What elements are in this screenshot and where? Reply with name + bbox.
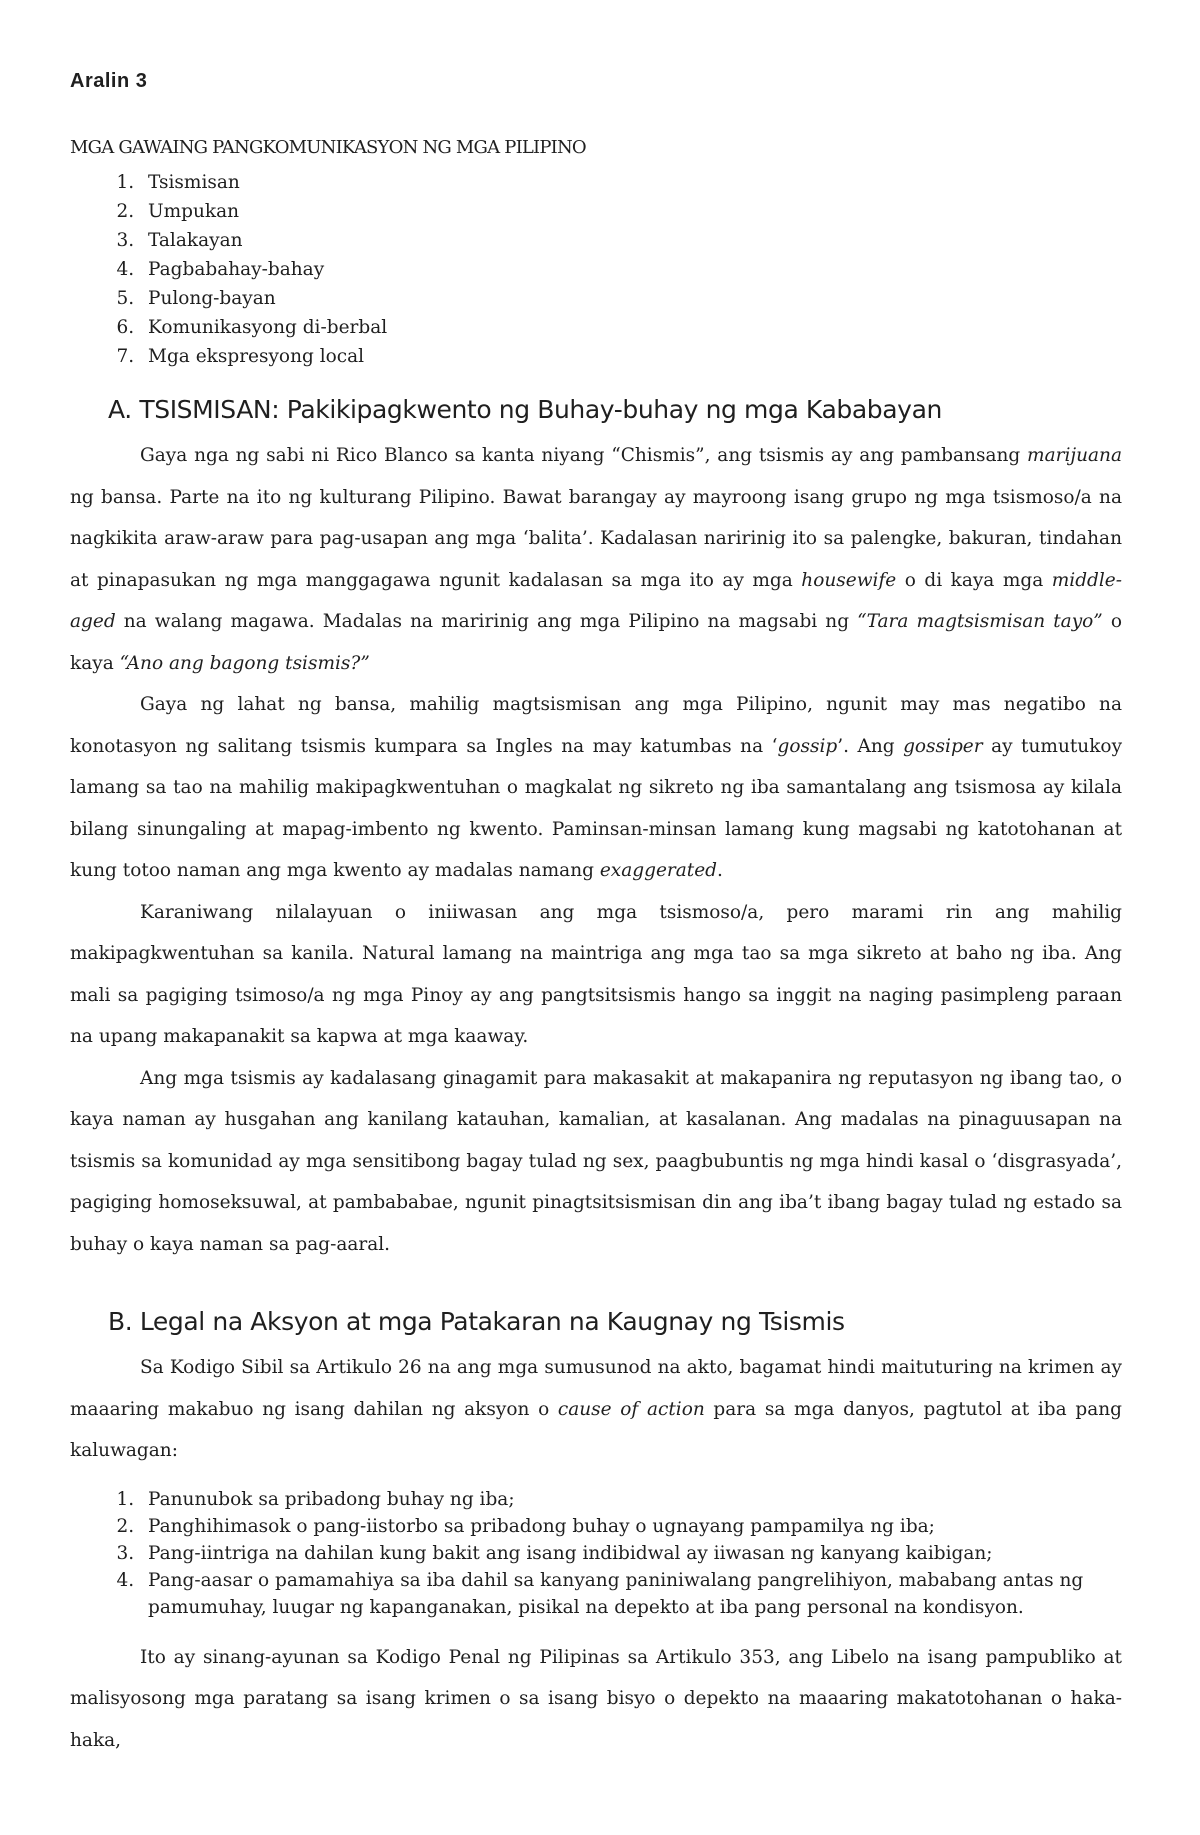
lesson-label: Aralin 3 xyxy=(70,70,148,92)
text-run: Gaya nga ng sabi ni Rico Blanco sa kanta niyang “Chismis”, ang tsismis ay ang pambansang xyxy=(140,445,1028,466)
list-item: 1. Tsismisan xyxy=(140,168,1122,197)
list-item: 2. Panghihimasok o pang-iistorbo sa pribadong buhay o ugnayang pampamilya ng iba; xyxy=(140,1513,1122,1540)
italic-run: middle-aged xyxy=(70,569,1122,632)
italic-run: gossiper xyxy=(903,735,983,757)
text-run: Gaya ng lahat ng bansa, mahilig magtsismisan ang mga Pilipino, ngunit may mas negatibo na konotasyon ng salitang tsismis kumpara sa Ingles na may katumbas na ‘ xyxy=(70,694,1122,757)
main-title: MGA GAWAING PANGKOMUNIKASYON NG MGA PILIPINO xyxy=(70,137,586,158)
text-run: na walang magawa. Madalas na maririnig ang mga Pilipino na magsabi ng xyxy=(115,611,858,632)
text-run: para sa mga danyos, pagtutol at iba pang kaluwagan: xyxy=(70,1398,1122,1461)
section-a-paragraph-2 xyxy=(70,684,1122,892)
list-item: 6. Komunikasyong di-berbal xyxy=(140,313,1122,342)
section-a-heading: A. TSISMISAN: Pakikipagkwento ng Buhay-buhay ng mga Kababayan xyxy=(108,395,942,424)
italic-run: gossip xyxy=(777,735,838,757)
text-run: ’. Ang xyxy=(837,735,904,757)
activities-list xyxy=(70,168,1122,371)
italic-run: cause of action xyxy=(557,1398,705,1420)
italic-run: “Ano ang bagong tsismis?” xyxy=(119,652,370,674)
list-item: 3. Talakayan xyxy=(140,226,1122,255)
section-a-paragraph-3: Karaniwang nilalayuan o iniiwasan ang mga tsismoso/a, pero marami rin ang mahilig makipagkwentuhan sa kanila. Natural lamang na maintriga ang mga tao sa mga sikreto at baho ng iba. Ang mali sa pagiging tsimoso/a ng mga Pinoy ay ang pangtsitsismis hango sa inggit na naging pasimpleng paraan na upang makapanakit sa kapwa at mga kaaway. xyxy=(70,901,1122,1047)
text-run: o kaya xyxy=(70,611,1122,674)
acts-list xyxy=(70,1486,1122,1621)
section-b-heading: B. Legal na Aksyon at mga Patakaran na Kaugnay ng Tsismis xyxy=(108,1307,845,1336)
text-run: ay tumutukoy lamang sa tao na mahilig makipagkwentuhan o magkalat ng sikreto ng iba samantalang ang tsismosa ay kilala bilang sinungaling at mapag-imbento ng kwento. Paminsan-minsan lamang kung magsabi ng katotohanan at kung totoo naman ang mga kwento ay madalas namang xyxy=(70,735,1123,881)
text-run: ng bansa. Parte na ito ng kulturang Pilipino. Bawat barangay ay mayroong isang grupo ng mga tsismoso/a na nagkikita araw-araw para pag-usapan ang mga ‘balita’. Kadalasan naririnig ito sa palengke, bakuran, tindahan at pinapasukan ng mga manggagawa ngunit kadalasan sa mga ito ay mga xyxy=(70,486,1122,591)
list-item: 7. Mga ekspresyong local xyxy=(140,342,1122,371)
list-item: 5. Pulong-bayan xyxy=(140,284,1122,313)
section-b-paragraph-1 xyxy=(70,1347,1122,1472)
italic-run: marijuana xyxy=(1027,445,1122,466)
text-run: o di kaya mga xyxy=(896,569,1052,591)
section-b-paragraph-2: Ito ay sinang-ayunan sa Kodigo Penal ng Pilipinas sa Artikulo 353, ang Libelo na isang pampubliko at malisyosong mga paratang sa isang krimen o sa isang bisyo o depekto na maaaring makatotohanan o haka-haka, xyxy=(70,1646,1122,1751)
list-item: 3. Pang-iintriga na dahilan kung bakit ang isang indibidwal ay iiwasan ng kanyang kaibigan; xyxy=(140,1540,1122,1567)
list-item: 4. Pagbabahay-bahay xyxy=(140,255,1122,284)
text-run: Sa Kodigo Sibil sa Artikulo 26 na ang mga sumusunod na akto, bagamat hindi maituturing na krimen ay maaaring makabuo ng isang dahilan ng aksyon o xyxy=(70,1357,1122,1420)
list-item: 1. Panunubok sa pribadong buhay ng iba; xyxy=(140,1486,1122,1513)
document-page xyxy=(70,70,1122,1761)
list-item: 2. Umpukan xyxy=(140,197,1122,226)
italic-run: exaggerated xyxy=(599,860,717,881)
italic-run: “Tara magtsismisan tayo” xyxy=(857,611,1103,632)
section-a-paragraph-1 xyxy=(70,435,1122,684)
text-run: . xyxy=(717,860,723,881)
italic-run: housewife xyxy=(801,569,897,591)
list-item: 4. Pang-aasar o pamamahiya sa iba dahil sa kanyang paniniwalang pangrelihiyon, mababang antas ng pamumuhay, luugar ng kapanganakan, pisikal na depekto at iba pang personal na kondisyon. xyxy=(140,1567,1122,1621)
section-a-paragraph-4: Ang mga tsismis ay kadalasang ginagamit para makasakit at makapanira ng reputasyon ng ibang tao, o kaya naman ay husgahan ang kanilang katauhan, kamalian, at kasalanan. Ang madalas na pinaguusapan na tsismis sa komunidad ay mga sensitibong bagay tulad ng sex, paagbubuntis ng mga hindi kasal o ‘disgrasyada’, pagiging homoseksuwal, at pambababae, ngunit pinagtsitsismisan din ang iba’t ibang bagay tulad ng estado sa buhay o kaya naman sa pag-aaral. xyxy=(70,1067,1122,1255)
